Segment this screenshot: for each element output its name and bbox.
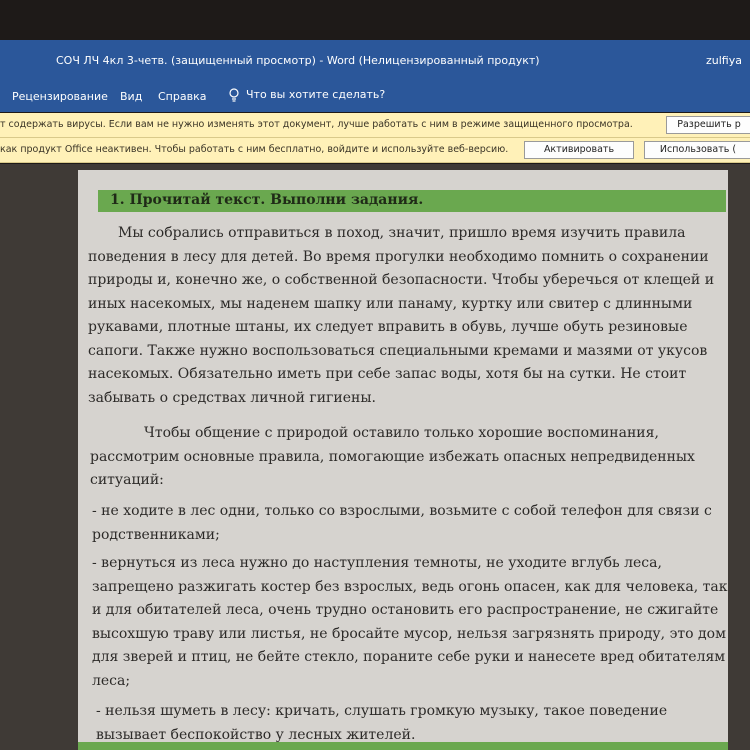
lightbulb-icon [228, 88, 240, 102]
rule-item-3: - нельзя шуметь в лесу: кричать, слушать громкую музыку, такое поведение вызывает беспокойство у лесных жителей. [96, 703, 668, 743]
rule-item-1: - не ходите в лес одни, только со взрослыми, возьмите с собой телефон для связи с родственниками; [92, 503, 712, 543]
protected-view-bar [0, 113, 750, 138]
paragraph-rules-intro: Чтобы общение с природой оставило только хорошие воспоминания, рассмотрим основные правила, помогающие избежать опасных непредвиденных ситуаций: [90, 425, 695, 488]
ribbon-tabs [0, 80, 750, 112]
document-page[interactable] [78, 170, 728, 750]
license-message: как продукт Office неактивен. Чтобы работать с ним бесплатно, войдите и используйте веб-версию. [0, 144, 509, 155]
tab-review[interactable]: Рецензирование [12, 90, 108, 103]
enable-editing-button[interactable]: Разрешить р [666, 116, 750, 134]
use-web-button[interactable]: Использовать ( [644, 141, 750, 159]
user-name[interactable]: zulfiya [706, 54, 742, 67]
tell-me-label: Что вы хотите сделать? [246, 88, 386, 101]
tab-view[interactable]: Вид [120, 90, 143, 103]
activate-button[interactable]: Активировать [524, 141, 634, 159]
window-title: СОЧ ЛЧ 4кл 3-четв. (защищенный просмотр) - Word (Нелицензированный продукт) [56, 54, 540, 67]
paragraph-intro: Мы собрались отправиться в поход, значит, пришло время изучить правила поведения в лесу для детей. Во время прогулки необходимо помнить о сохранении природы и, конечно же, о собственной безопасности. Чтобы уберечься от клещей и иных насекомых, мы наденем шапку или панаму, куртку или свитер с длинными рукавами, плотные штаны, их следует вправить в обувь, лучше обуть резиновые сапоги. Также нужно воспользоваться специальными кремами и мазями от укусов насекомых. Обязательно иметь при себе запас воды, хотя бы на сутки. Не стоит забывать о средствах личной гигиены. [88, 225, 715, 406]
rule-item-2: - вернуться из леса нужно до наступления темноты, не уходите вглубь леса, запрещено разжигать костер без взрослых, ведь огонь опасен, как для человека, так и для обитателей леса, очень трудно остановить его распространение, не сжигайте высохшую траву или листья, не бросайте мусор, нельзя загрязнять природу, это дом для зверей и птиц, не бейте стекло, пораните себе руки и нанесете вред обитателям леса; [92, 555, 728, 689]
license-bar [0, 138, 750, 163]
tab-help[interactable]: Справка [158, 90, 207, 103]
section-heading [98, 190, 726, 212]
protected-view-message: т содержать вирусы. Если вам не нужно изменять этот документ, лучше работать с ним в режиме защищенного просмотра. [0, 119, 633, 130]
heading-text: 1. Прочитай текст. Выполни задания. [110, 192, 424, 208]
title-bar [0, 40, 750, 80]
tell-me-box[interactable] [228, 88, 385, 102]
next-heading-bar [78, 742, 728, 750]
